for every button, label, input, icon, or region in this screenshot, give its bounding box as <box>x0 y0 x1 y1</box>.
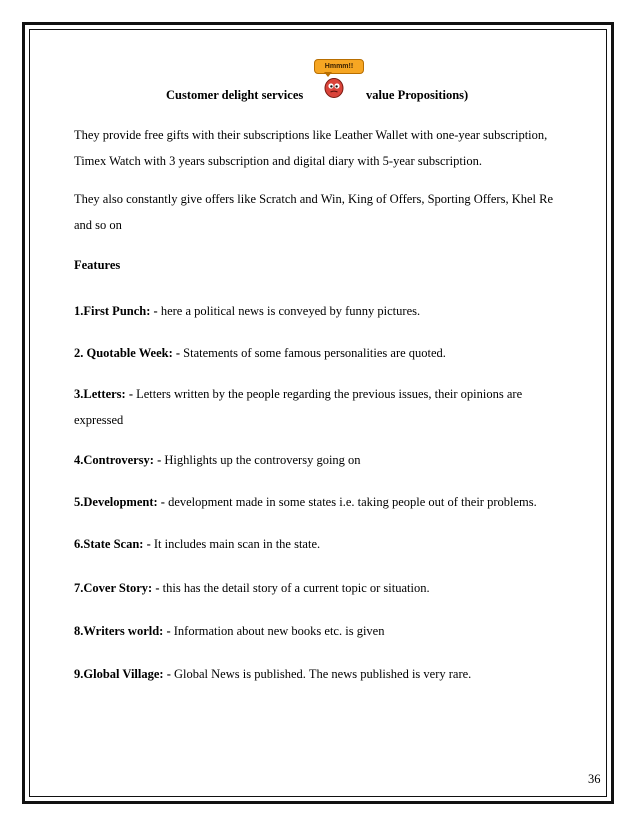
speech-bubble: Hmmm!! <box>314 59 364 74</box>
paragraph-line: Timex Watch with 3 years subscription and digital diary with 5-year subscription. <box>74 154 482 168</box>
feature-label: 6.State Scan: - <box>74 537 151 551</box>
heading-left-text: Customer delight services <box>166 88 304 102</box>
feature-label: 3.Letters: - <box>74 387 133 401</box>
feature-label: 7.Cover Story: - <box>74 581 160 595</box>
paragraph-line: They also constantly give offers like Scratch and Win, King of Offers, Sporting Offers, Khel Re <box>74 192 554 206</box>
offers-paragraph <box>74 186 574 238</box>
feature-label: 9.Global Village: - <box>74 667 171 681</box>
feature-label: 4.Controversy: - <box>74 453 162 467</box>
feature-label: 1.First Punch: - <box>74 304 158 318</box>
feature-text: development made in some states i.e. taking people out of their problems. <box>164 495 537 509</box>
paragraph-line: They provide free gifts with their subscriptions like Leather Wallet with one-year subscription, <box>74 128 548 142</box>
feature-item <box>74 531 574 557</box>
subscription-gifts-paragraph <box>74 122 574 174</box>
feature-label: 8.Writers world: - <box>74 624 171 638</box>
feature-text: Global News is published. The news published is very rare. <box>170 667 472 681</box>
feature-text: Information about new books etc. is given <box>170 624 385 638</box>
heading-right-text: value Propositions) <box>366 88 469 102</box>
feature-text: this has the detail story of a current topic or situation. <box>159 581 430 595</box>
paragraph-line: and so on <box>74 218 122 232</box>
features-heading-text: Features <box>74 258 121 272</box>
mascot-sticker <box>306 58 368 106</box>
features-heading <box>74 252 574 278</box>
feature-text: Letters written by the people regarding the previous issues, their opinions are <box>133 387 523 401</box>
feature-text: It includes main scan in the state. <box>150 537 321 551</box>
mascot-face-icon <box>324 76 344 98</box>
feature-text: Highlights up the controversy going on <box>161 453 361 467</box>
feature-item <box>74 661 574 687</box>
feature-text: Statements of some famous personalities are quoted. <box>180 346 446 360</box>
feature-text: here a political news is conveyed by funny pictures. <box>157 304 421 318</box>
feature-item <box>74 381 574 433</box>
feature-item <box>74 447 574 473</box>
feature-item <box>74 489 574 515</box>
feature-text-continued: expressed <box>74 413 124 427</box>
feature-label: 2. Quotable Week: - <box>74 346 181 360</box>
page-number: 36 <box>588 772 601 786</box>
feature-item <box>74 575 574 601</box>
feature-item <box>74 618 574 644</box>
feature-label: 5.Development: - <box>74 495 165 509</box>
feature-item <box>74 298 574 324</box>
feature-item <box>74 340 574 366</box>
